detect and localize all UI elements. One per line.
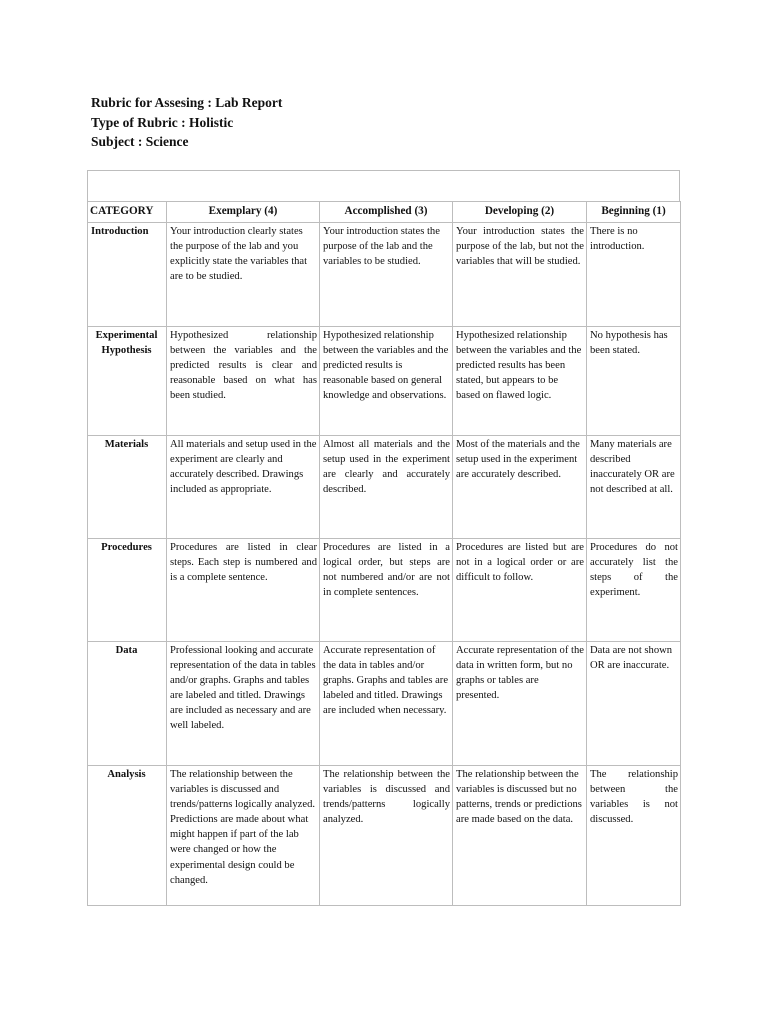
- rubric-subject: Subject : Science: [91, 134, 189, 149]
- rubric-cell: Hypothesized relationship between the variables and the predicted results is reasonable based on general knowledge and observations.: [320, 327, 453, 436]
- category-cell: Analysis: [88, 766, 167, 906]
- column-header-accomplished: Accomplished (3): [320, 202, 453, 223]
- rubric-cell: The relationship between the variables is discussed and trends/patterns logically analyzed. Predictions are made about what might happen if part of the lab were changed or how the experimental design could be changed.: [167, 766, 320, 906]
- rubric-cell: The relationship between the variables is discussed and trends/patterns logically analyzed.: [320, 766, 453, 906]
- column-header-developing: Developing (2): [453, 202, 587, 223]
- category-cell: Introduction: [88, 223, 167, 327]
- rubric-cell: Your introduction clearly states the purpose of the lab and you explicitly state the variables that are to be studied.: [167, 223, 320, 327]
- column-header-category: CATEGORY: [88, 202, 167, 223]
- table-header-row: [88, 202, 681, 223]
- rubric-cell: Your introduction states the purpose of the lab, but not the variables that will be studied.: [453, 223, 587, 327]
- category-cell: Materials: [88, 436, 167, 539]
- rubric-cell: Your introduction states the purpose of the lab and the variables to be studied.: [320, 223, 453, 327]
- table-top-frame: [87, 170, 680, 201]
- rubric-cell: Most of the materials and the setup used in the experiment are accurately described.: [453, 436, 587, 539]
- rubric-cell: Accurate representation of the data in tables and/or graphs. Graphs and tables are labeled and titled. Drawings are included when necessary.: [320, 642, 453, 766]
- rubric-title: Rubric for Assesing : Lab Report: [91, 95, 283, 110]
- table-row: [88, 766, 681, 906]
- rubric-cell: Many materials are described inaccurately OR are not described at all.: [587, 436, 681, 539]
- table-row: [88, 642, 681, 766]
- rubric-cell: The relationship between the variables is discussed but no patterns, trends or predictions are made based on the data.: [453, 766, 587, 906]
- rubric-cell: Procedures do not accurately list the steps of the experiment.: [587, 539, 681, 642]
- rubric-cell: Procedures are listed in a logical order, but steps are not numbered and/or are not in complete sentences.: [320, 539, 453, 642]
- rubric-cell: No hypothesis has been stated.: [587, 327, 681, 436]
- rubric-cell: There is no introduction.: [587, 223, 681, 327]
- rubric-table: [87, 201, 681, 906]
- rubric-cell: Accurate representation of the data in written form, but no graphs or tables are presented.: [453, 642, 587, 766]
- rubric-cell: All materials and setup used in the experiment are clearly and accurately described. Drawings included as appropriate.: [167, 436, 320, 539]
- table-row: [88, 436, 681, 539]
- rubric-cell: Professional looking and accurate representation of the data in tables and/or graphs. Graphs and tables are labeled and titled. Drawings are included as necessary and are well labeled.: [167, 642, 320, 766]
- category-cell: Data: [88, 642, 167, 766]
- table-row: [88, 327, 681, 436]
- rubric-cell: Hypothesized relationship between the variables and the predicted results has been stated, but appears to be based on flawed logic.: [453, 327, 587, 436]
- document-heading: [91, 93, 282, 152]
- rubric-type: Type of Rubric : Holistic: [91, 114, 234, 130]
- category-cell: Experimental Hypothesis: [88, 327, 167, 436]
- column-header-beginning: Beginning (1): [587, 202, 681, 223]
- rubric-cell: Almost all materials and the setup used in the experiment are clearly and accurately described.: [320, 436, 453, 539]
- rubric-cell: The relationship between the variables is not discussed.: [587, 766, 681, 906]
- table-row: [88, 223, 681, 327]
- rubric-cell: Procedures are listed but are not in a logical order or are difficult to follow.: [453, 539, 587, 642]
- rubric-cell: Hypothesized relationship between the variables and the predicted results is clear and reasonable based on what has been studied.: [167, 327, 320, 436]
- column-header-exemplary: Exemplary (4): [167, 202, 320, 223]
- category-cell: Procedures: [88, 539, 167, 642]
- rubric-cell: Data are not shown OR are inaccurate.: [587, 642, 681, 766]
- table-row: [88, 539, 681, 642]
- rubric-cell: Procedures are listed in clear steps. Each step is numbered and is a complete sentence.: [167, 539, 320, 642]
